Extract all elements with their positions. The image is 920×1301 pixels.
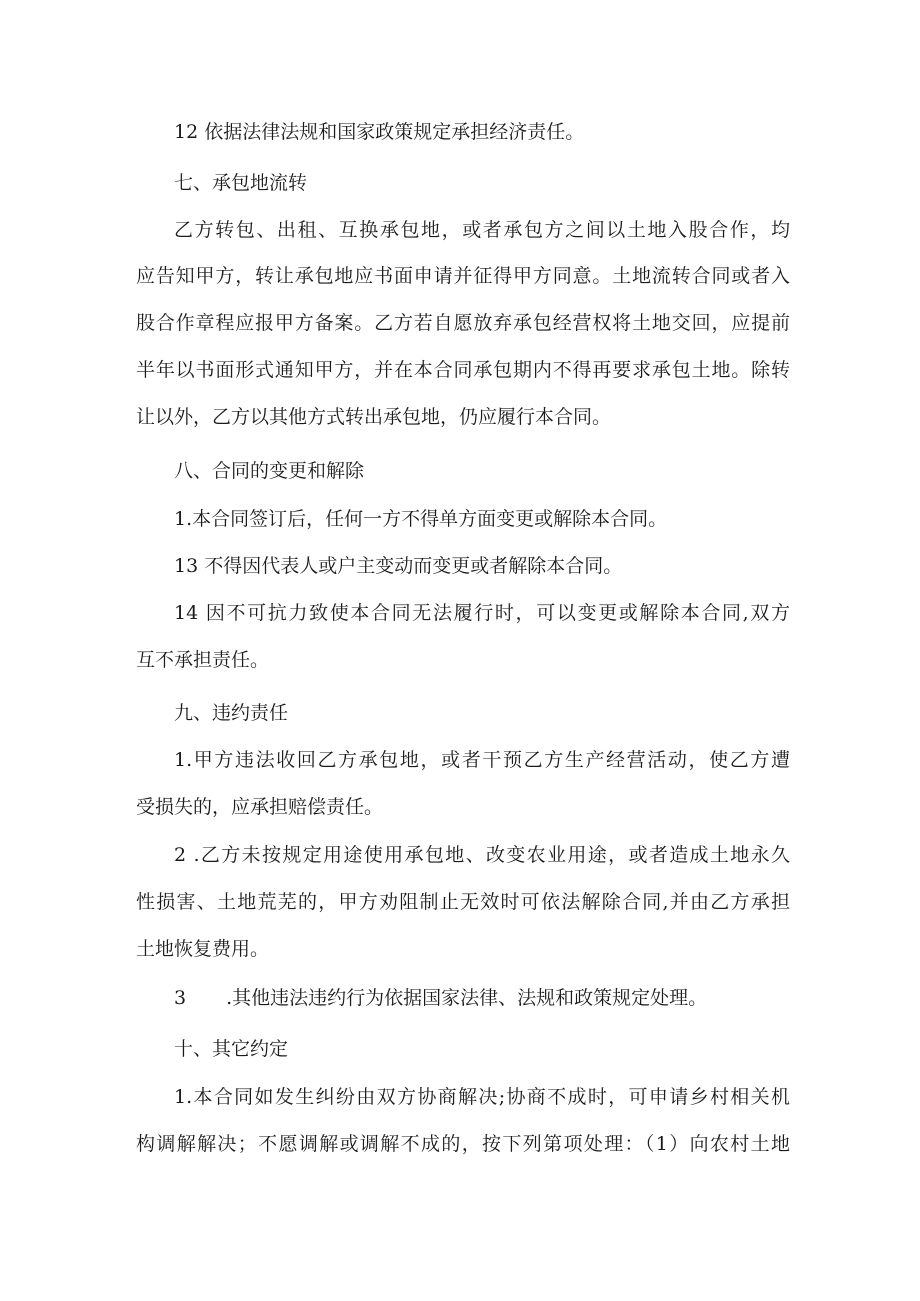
clause-8-1: 1.本合同签订后，任何一方不得单方面变更或解除本合同。 (174, 508, 668, 530)
paragraph-transfer-line-5: 让以外，乙方以其他方式转出承包地，仍应履行本合同。 (136, 406, 612, 428)
clause-9-3-text: .其他违法违约行为依据国家法律、法规和政策规定处理。 (226, 987, 708, 1009)
section-heading-9: 九、违约责任 (174, 702, 289, 724)
section-heading-10: 十、其它约定 (174, 1038, 289, 1060)
paragraph-transfer-line-2: 应告知甲方，转让承包地应书面申请并征得甲方同意。土地流转合同或者入 (136, 265, 790, 287)
paragraph-transfer-line-1: 乙方转包、出租、互换承包地，或者承包方之间以土地入股合作，均 (174, 219, 790, 241)
clause-10-1-line-1: 1.本合同如发生纠纷由双方协商解决;协商不成时，可申请乡村相关机 (174, 1086, 790, 1108)
clause-9-3 (174, 985, 707, 1011)
section-heading-7: 七、承包地流转 (174, 172, 308, 194)
clause-10-1-line-2: 构调解解决；不愿调解或调解不成的，按下列第项处理：（1）向农村土地 (136, 1133, 790, 1155)
clause-9-3-number: 3 (174, 987, 187, 1009)
section-heading-8: 八、合同的变更和解除 (174, 460, 365, 482)
clause-13: 13 不得因代表人或户主变动而变更或者解除本合同。 (174, 555, 623, 577)
clause-9-2-line-1: 2 .乙方未按规定用途使用承包地、改变农业用途，或者造成土地永久 (174, 844, 790, 866)
clause-14-line-2: 互不承担责任。 (136, 649, 270, 671)
clause-9-2-line-2: 性损害、土地荒芜的，甲方劝阻制止无效时可依法解除合同,并由乙方承担 (136, 891, 790, 913)
clause-14-line-1: 14 因不可抗力致使本合同无法履行时，可以变更或解除本合同,双方 (174, 602, 790, 624)
clause-12: 12 依据法律法规和国家政策规定承担经济责任。 (174, 121, 585, 143)
clause-9-1-line-2: 受损失的，应承担赔偿责任。 (136, 796, 384, 818)
paragraph-transfer-line-3: 股合作章程应报甲方备案。乙方若自愿放弃承包经营权将土地交回，应提前 (136, 312, 790, 334)
clause-9-2-line-3: 土地恢复费用。 (136, 938, 270, 960)
paragraph-transfer-line-4: 半年以书面形式通知甲方，并在本合同承包期内不得再要求承包土地。除转 (136, 359, 790, 381)
clause-9-1-line-1: 1.甲方违法收回乙方承包地，或者干预乙方生产经营活动，使乙方遭 (174, 749, 790, 771)
